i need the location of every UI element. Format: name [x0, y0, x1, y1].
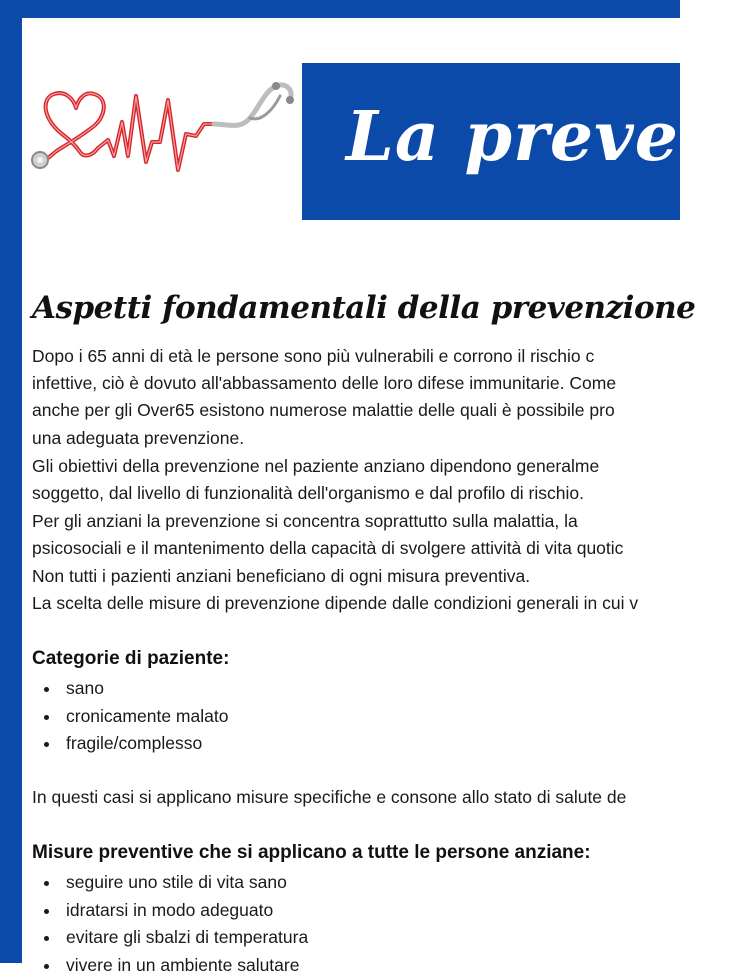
categories-list	[32, 675, 228, 758]
note-text: In questi casi si applicano misure specifiche e consone allo stato di salute de	[32, 784, 626, 811]
paragraph-line: anche per gli Over65 esistono numerose malattie delle quali è possibile pro	[32, 397, 615, 424]
list-item: seguire uno stile di vita sano	[32, 869, 308, 897]
page-title: La preven	[346, 97, 729, 177]
list-item: fragile/complesso	[32, 730, 228, 758]
paragraph-line: Dopo i 65 anni di età le persone sono più vulnerabili e corrono il rischio c	[32, 343, 594, 370]
list-item: idratarsi in modo adeguato	[32, 897, 308, 925]
paragraph-line: soggetto, dal livello di funzionalità dell'organismo e dal profilo di rischio.	[32, 480, 584, 507]
list-item: sano	[32, 675, 228, 703]
list-item: vivere in un ambiente salutare	[32, 952, 308, 979]
paragraph-line: La scelta delle misure di prevenzione dipende dalle condizioni generali in cui v	[32, 590, 638, 617]
paragraph-line: Gli obiettivi della prevenzione nel paziente anziano dipendono generalme	[32, 453, 599, 480]
paragraph-line: psicosociali e il mantenimento della capacità di svolgere attività di vita quotic	[32, 535, 623, 562]
measures-heading: Misure preventive che si applicano a tutte le persone anziane:	[32, 842, 591, 864]
section-title: Aspetti fondamentali della prevenzione	[32, 290, 695, 326]
paragraph-line: infettive, ciò è dovuto all'abbassamento delle loro difese immunitarie. Come	[32, 370, 616, 397]
paragraph-line: Non tutti i pazienti anziani beneficiano di ogni misura preventiva.	[32, 563, 530, 590]
categories-heading: Categorie di paziente:	[32, 648, 229, 670]
list-item: evitare gli sbalzi di temperatura	[32, 924, 308, 952]
measures-list	[32, 869, 308, 979]
list-item: cronicamente malato	[32, 703, 228, 731]
paragraph-line: Per gli anziani la prevenzione si concentra soprattutto sulla malattia, la	[32, 508, 578, 535]
paragraph-line: una adeguata prevenzione.	[32, 425, 244, 452]
